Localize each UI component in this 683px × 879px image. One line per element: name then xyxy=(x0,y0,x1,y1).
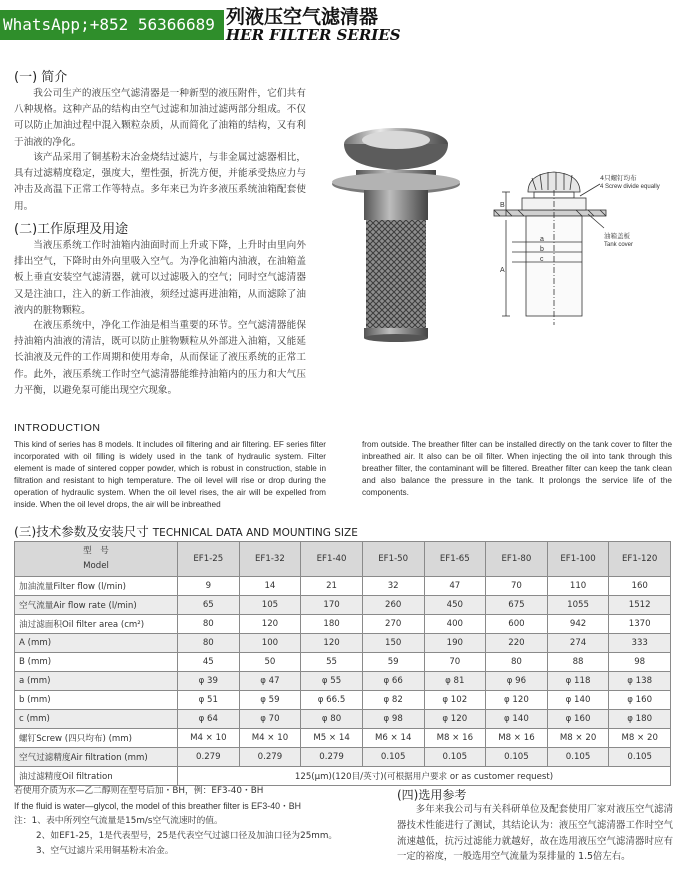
spec-cell: φ 64 xyxy=(178,710,240,729)
oil-filtration-label: 油过滤精度Oil filtration xyxy=(15,767,178,786)
spec-cell: 0.279 xyxy=(301,748,363,767)
cover-label-en: Tank cover xyxy=(604,242,634,248)
note-2: 2、如EF1-25，1是代表型号，25是代表空气过滤口径及加油口径为25mm。 xyxy=(36,831,338,841)
oil-filtration-row xyxy=(15,767,671,786)
model-cell: EF1-65 xyxy=(424,542,486,577)
dim-B-label: B xyxy=(500,202,505,209)
spec-cell: M4 × 10 xyxy=(239,729,301,748)
model-cell: EF1-40 xyxy=(301,542,363,577)
cover-label-cn: 油箱盖板 xyxy=(604,232,630,240)
spec-cell: φ 102 xyxy=(424,691,486,710)
spec-cell: 80 xyxy=(178,615,240,634)
spec-cell: φ 96 xyxy=(486,672,548,691)
spec-cell: 333 xyxy=(609,634,671,653)
spec-row-label: c (mm) xyxy=(15,710,178,729)
principle-paragraph-1: 当液压系统工作时油箱内油面时而上升或下降，上升时由里向外排出空气，下降时由外向里吸入空气。为净化油箱内油液，在油箱盖板上垂直安装空气滤清器，就可以过滤吸入的空气；同时空气滤清器又是注油口，注入的新工作油液，须经过滤再进油箱，从而滤除了油液内的脏物颗粒。 xyxy=(14,240,306,316)
note-glycol-en: If the fluid is water—glycol, the model of this breather filter is EF3-40・BH xyxy=(14,801,301,811)
spec-row-label: 空气流量Air flow rate (l/min) xyxy=(15,596,178,615)
spec-row xyxy=(15,672,671,691)
spec-cell: 55 xyxy=(301,653,363,672)
screw-label-en: 4 Screw divide equally xyxy=(600,184,660,190)
spec-cell: φ 98 xyxy=(362,710,424,729)
spec-cell: 270 xyxy=(362,615,424,634)
whatsapp-watermark: WhatsApp;+852 56366689 xyxy=(0,10,224,40)
spec-cell: 150 xyxy=(362,634,424,653)
spec-cell: φ 66 xyxy=(362,672,424,691)
spec-cell: 88 xyxy=(547,653,609,672)
spec-header-row xyxy=(15,542,671,577)
spec-cell: φ 120 xyxy=(424,710,486,729)
spec-cell: φ 82 xyxy=(362,691,424,710)
spec-cell: 0.105 xyxy=(424,748,486,767)
spec-cell: 14 xyxy=(239,577,301,596)
spec-cell: 98 xyxy=(609,653,671,672)
spec-table xyxy=(14,541,671,786)
spec-row-label: a (mm) xyxy=(15,672,178,691)
introduction-heading: INTRODUCTION xyxy=(14,422,101,434)
spec-cell: M8 × 16 xyxy=(486,729,548,748)
dim-b-label: b xyxy=(540,246,544,253)
spec-cell: 450 xyxy=(424,596,486,615)
spec-cell: 9 xyxy=(178,577,240,596)
spec-cell: M5 × 14 xyxy=(301,729,363,748)
note-3: 3、空气过滤片采用铜基粉末冶金。 xyxy=(36,846,174,856)
introduction-col-1: This kind of series has 8 models. It includes oil filtering and air filtering. EF series filter incorporated with oil filling is widely used in the tank of hydraulic system. Filter element is made of sintered copper powder, which is robust in construction, stable in filtration and resistant to high temperature. The oil level will rise or drop during the operation of hydraulic system. When the oil level rises, the air will be expelled from inside. When the oil level drops, the air will be inbreathed xyxy=(14,440,326,510)
spec-cell: φ 81 xyxy=(424,672,486,691)
spec-row-label: b (mm) xyxy=(15,691,178,710)
spec-cell: 70 xyxy=(424,653,486,672)
spec-row xyxy=(15,577,671,596)
spec-cell: φ 39 xyxy=(178,672,240,691)
spec-cell: 47 xyxy=(424,577,486,596)
spec-cell: 80 xyxy=(486,653,548,672)
model-cell: EF1-120 xyxy=(609,542,671,577)
spec-cell: φ 66.5 xyxy=(301,691,363,710)
page-title-en: HER FILTER SERIES xyxy=(226,26,401,44)
introduction-col-2: from outside. The breather filter can be installed directly on the tank cover to filter the inbreathed air. It also can be oil filter. When injecting the oil into tank through this breather filter, the contaminant will be filtered. Breather filter can keep the tank clean and also balance the pressure in the tank. It prolongs the service life of the components. xyxy=(362,440,672,498)
spec-row xyxy=(15,710,671,729)
spec-cell: 110 xyxy=(547,577,609,596)
model-label-cn: 型 号 xyxy=(83,546,109,556)
spec-cell: 400 xyxy=(424,615,486,634)
spec-cell: 1512 xyxy=(609,596,671,615)
spec-cell: 45 xyxy=(178,653,240,672)
principle-heading: (二)工作原理及用途 xyxy=(14,222,129,237)
spec-cell: φ 55 xyxy=(301,672,363,691)
spec-row xyxy=(15,634,671,653)
spec-cell: φ 140 xyxy=(547,691,609,710)
spec-cell: 190 xyxy=(424,634,486,653)
spec-cell: 942 xyxy=(547,615,609,634)
spec-title-cn: (三)技术参数及安装尺寸 xyxy=(14,524,149,539)
page-title-cn: 列液压空气滤清器 xyxy=(226,6,379,28)
spec-cell: 170 xyxy=(301,596,363,615)
spec-cell: 160 xyxy=(609,577,671,596)
intro-paragraph-2: 该产品采用了铜基粉末冶金烧结过滤片，与非金属过滤器相比，具有过滤精度稳定，强度大，塑性强，折洗方便，并能承受热应力与冲击及高温下正常工作等特点。多年来已为许多液压系统油箱配套使用。 xyxy=(14,152,306,212)
intro-heading: (一) 简介 xyxy=(14,70,68,85)
spec-cell: 59 xyxy=(362,653,424,672)
spec-row xyxy=(15,691,671,710)
spec-cell: 600 xyxy=(486,615,548,634)
model-cell: EF1-80 xyxy=(486,542,548,577)
spec-cell: φ 160 xyxy=(609,691,671,710)
model-header-cell xyxy=(15,542,178,577)
spec-cell: 1370 xyxy=(609,615,671,634)
model-cell: EF1-100 xyxy=(547,542,609,577)
spec-cell: M6 × 14 xyxy=(362,729,424,748)
oil-filtration-value: 125(μm)(120目/英寸)(可根据用户要求 or as customer request) xyxy=(178,767,671,786)
spec-cell: 120 xyxy=(239,615,301,634)
notes-block xyxy=(14,784,394,859)
spec-cell: 274 xyxy=(547,634,609,653)
spec-title xyxy=(14,522,358,540)
screw-label-cn: 4只螺钉均布 xyxy=(600,174,637,182)
spec-row-label: 油过滤面积Oil filter area (cm²) xyxy=(15,615,178,634)
spec-row xyxy=(15,596,671,615)
dim-c-label: c xyxy=(540,256,544,263)
spec-cell: 80 xyxy=(178,634,240,653)
spec-cell: M8 × 20 xyxy=(547,729,609,748)
spec-cell: 0.105 xyxy=(547,748,609,767)
principle-paragraph-2: 在液压系统中，净化工作油是相当重要的环节。空气滤清器能保持油箱内油液的清洁，既可以防止脏物颗粒从外部进入油箱，又能延长油液及元件的工作周期和使用寿命，从而保证了液压系统的正常工作。此外，液压系统工作时空气滤清器能维持油箱内的压力和大气压力平衡，以避免泵可能出现空穴现象。 xyxy=(14,320,306,396)
spec-cell: 120 xyxy=(301,634,363,653)
spec-cell: φ 70 xyxy=(239,710,301,729)
note-1: 注：1、表中所列空气流量是15m/s空气流速时的值。 xyxy=(14,816,223,826)
spec-cell: φ 160 xyxy=(547,710,609,729)
intro-paragraph-1: 我公司生产的液压空气滤清器是一种新型的液压附件，它们共有八种规格。这种产品的结构由空气过滤和加油过滤两部分组成。不仅可以防止加油过程中混入颗粒杂质，从而简化了油箱的结构，又有利于油液的净化。 xyxy=(14,88,306,148)
spec-cell: φ 59 xyxy=(239,691,301,710)
spec-cell: φ 120 xyxy=(486,691,548,710)
spec-row xyxy=(15,615,671,634)
dim-a-label: a xyxy=(540,236,544,243)
spec-row-label: 加油流量Filter flow (l/min) xyxy=(15,577,178,596)
spec-row-label: B (mm) xyxy=(15,653,178,672)
spec-cell: φ 51 xyxy=(178,691,240,710)
spec-cell: 180 xyxy=(301,615,363,634)
spec-row xyxy=(15,653,671,672)
spec-cell: 50 xyxy=(239,653,301,672)
spec-row xyxy=(15,748,671,767)
spec-row-label: 螺钉Screw (四只均布) (mm) xyxy=(15,729,178,748)
model-cell: EF1-25 xyxy=(178,542,240,577)
spec-cell: 21 xyxy=(301,577,363,596)
spec-cell: φ 47 xyxy=(239,672,301,691)
spec-cell: 70 xyxy=(486,577,548,596)
spec-cell: 0.105 xyxy=(362,748,424,767)
spec-cell: M8 × 16 xyxy=(424,729,486,748)
breather-filter-photo xyxy=(298,112,488,352)
spec-cell: 675 xyxy=(486,596,548,615)
spec-row xyxy=(15,729,671,748)
selection-paragraph: 多年来我公司与有关科研单位及配套使用厂家对液压空气滤清器技术性能进行了测试，其结论认为：液压空气滤清器工作时空气流速越低，抗污过滤能力就越好，故在选用液压空气滤清器时应有一定的裕度，一般选用空气流量为泵排量的 1.5倍左右。 xyxy=(397,804,673,863)
spec-cell: 220 xyxy=(486,634,548,653)
spec-row-label: A (mm) xyxy=(15,634,178,653)
model-label-en: Model xyxy=(83,561,109,571)
spec-row-label: 空气过滤精度Air filtration (mm) xyxy=(15,748,178,767)
model-cell: EF1-50 xyxy=(362,542,424,577)
dim-A-label: A xyxy=(500,267,505,274)
spec-cell: 100 xyxy=(239,634,301,653)
spec-cell: 0.105 xyxy=(609,748,671,767)
note-glycol-cn: 若使用介质为水—乙二醇则在型号后加・BH，例：EF3-40・BH xyxy=(14,786,264,796)
spec-cell: 105 xyxy=(239,596,301,615)
spec-cell: 1055 xyxy=(547,596,609,615)
spec-cell: φ 80 xyxy=(301,710,363,729)
spec-cell: M8 × 20 xyxy=(609,729,671,748)
spec-cell: 0.279 xyxy=(239,748,301,767)
spec-cell: φ 138 xyxy=(609,672,671,691)
spec-cell: 0.105 xyxy=(486,748,548,767)
spec-cell: M4 × 10 xyxy=(178,729,240,748)
spec-cell: 260 xyxy=(362,596,424,615)
mounting-drawing xyxy=(476,160,676,335)
spec-title-en: TECHNICAL DATA AND MOUNTING SIZE xyxy=(152,527,358,539)
spec-cell: φ 180 xyxy=(609,710,671,729)
spec-cell: 65 xyxy=(178,596,240,615)
spec-cell: 32 xyxy=(362,577,424,596)
spec-cell: φ 140 xyxy=(486,710,548,729)
selection-heading: (四)选用参考 xyxy=(397,788,467,802)
model-cell: EF1-32 xyxy=(239,542,301,577)
spec-cell: φ 118 xyxy=(547,672,609,691)
spec-cell: 0.279 xyxy=(178,748,240,767)
